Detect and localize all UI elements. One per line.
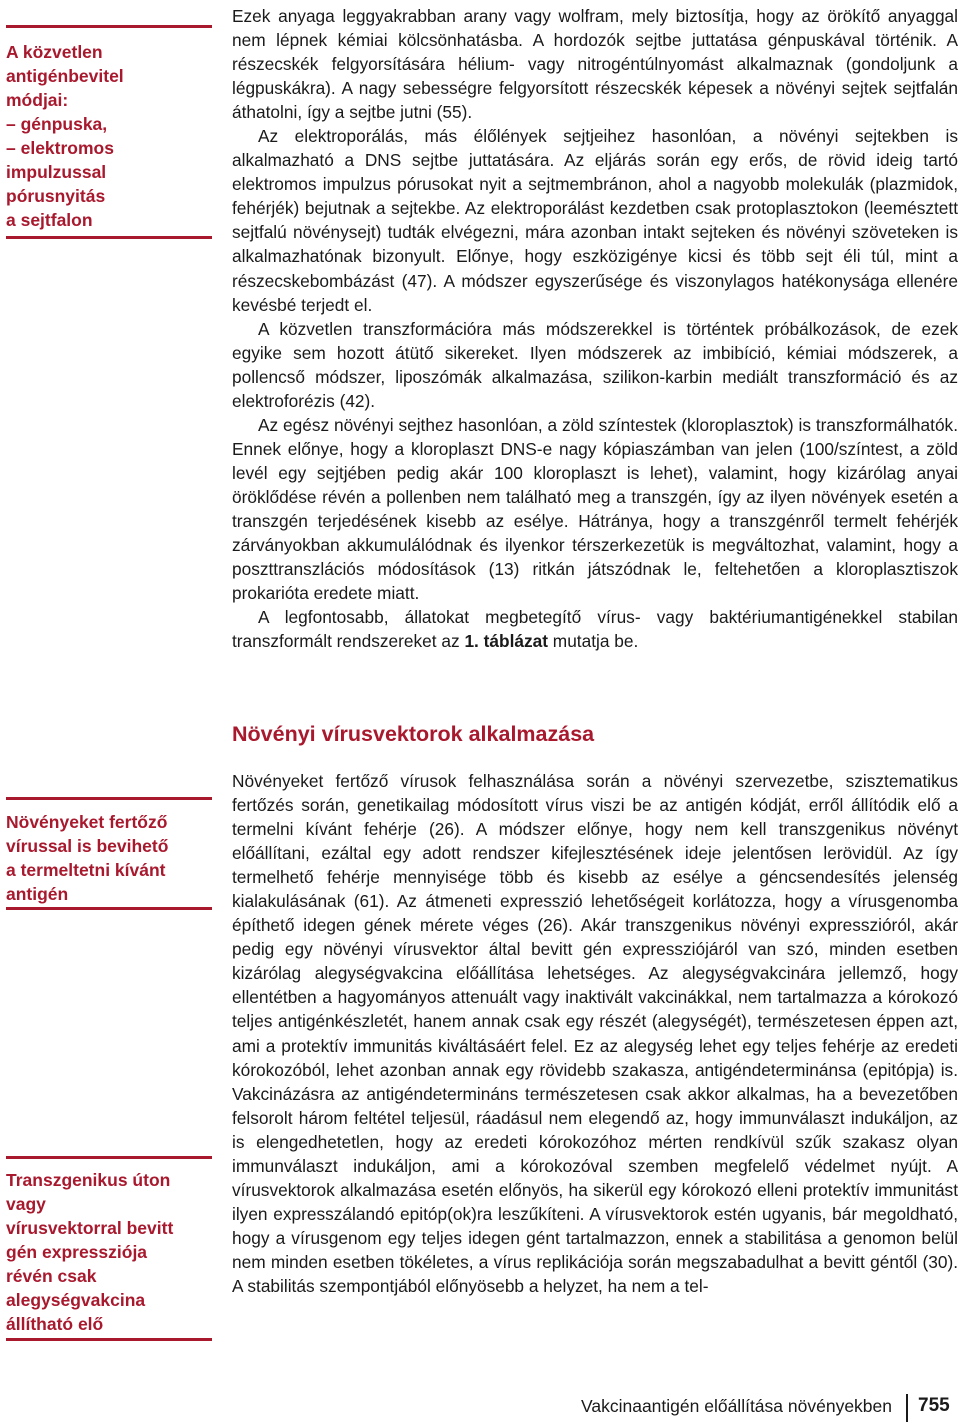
sidebar-note-direct-antigen bbox=[6, 40, 212, 232]
sidebar-note-line: vírusvektorral bevitt bbox=[6, 1218, 174, 1238]
sidebar-note-line: alegységvakcina bbox=[6, 1290, 146, 1310]
table-reference-text-end: mutatja be. bbox=[548, 631, 639, 652]
sidebar-rule-bottom-1 bbox=[6, 236, 212, 239]
sidebar-note-line: impulzussal bbox=[6, 162, 107, 182]
sidebar-note-subunit-vaccine bbox=[6, 1168, 212, 1336]
sidebar-note-line: A közvetlen bbox=[6, 42, 103, 62]
table-reference-text: A legfontosabb, állatokat megbetegítő vírus- vagy baktériumantigénekkel stabilan transzformált rendszereket az bbox=[232, 607, 958, 652]
sidebar-rule-top-3 bbox=[6, 1156, 212, 1159]
sidebar-note-line: antigén bbox=[6, 884, 69, 904]
page-footer bbox=[0, 1394, 960, 1422]
sidebar-note-line: vírussal is bevihető bbox=[6, 836, 169, 856]
paragraph-other-methods: A közvetlen transzformációra más módszerekkel is történtek próbálkozások, de ezek egyike sem hozott átütő sikereket. Ilyen módszerek az imbibíció, kémiai módszerek, a pollencső módszer, liposzómák alkalmazása, szilikon-karbin mediált transzformáció és az elektroforézis (42). bbox=[232, 318, 958, 411]
footer-divider bbox=[906, 1394, 908, 1422]
sidebar-note-line: módjai: bbox=[6, 90, 69, 110]
sidebar-note-line: állítható elő bbox=[6, 1314, 104, 1334]
sidebar-rule-top-2 bbox=[6, 797, 212, 800]
paragraph-table-reference bbox=[232, 605, 958, 653]
table-reference-link: 1. táblázat bbox=[464, 631, 548, 652]
section-heading: Növényi vírusvektorok alkalmazása bbox=[232, 722, 595, 746]
sidebar-note-line: a termeltetni kívánt bbox=[6, 860, 166, 880]
paragraph-viral-vectors: Növényeket fertőző vírusok felhasználása során a növényi szervezetbe, szisztematikus fertőzés során, genetikailag módosított vírus viszi be az antigén kódját, erről állítódik elő a termelni kívánt fehérje (26). A módszer előnye, hogy nem kell transzgenikus növényt előállítani, ezáltal egy adott rendszer kifejlesztésének ideje jelentősen lerövidül. Az így termelhető fehérje mennyisége több és kisebb az esélye a géncsendesítés jelenség kialakulásának (61). Az átmeneti expresszió lehetőségeit korlátozza, hogy a vírusgenomba építhető idegen gének mérete véges (26). Akár transzgenikus növényi expresszióról, akár pedig egy növényi vírusvektor által bevitt gén expressziójáról van szó, minden esetben kizárólag alegységvakcina előállítása lehetséges. Az alegységvakcinára jellemző, hogy ellentétben a hagyományos attenuált vagy inaktivált vakcinákkal, nem tartalmazza a kórokozó teljes antigénkészletét, hanem annak csak egy részét (alegységét), természetesen éppen azt, ami a protektív immunitás kiváltásáért felel. Ez az alegység lehet egy teljes fehérje az eredeti kórokozóból, lehet azonban annak egy rövidebb szakasza, antigéndeterminánsa (epitópja) is. Vakcinázásra az antigéndetermináns természetesen csak akkor alkalmas, ha a bevezetőben felsorolt három feltétel teljesül, ráadásul nem elegendő az, hogy immunválaszt indukáljon, az is elengedhetetlen, hogy az eredeti kórokozóhoz mérten rendkívül szűk szakasz olyan immunválaszt indukáljon, ami a kórokozóval szemben megfelelő védelmet nyújt. A vírusvektorok alkalmazása esetén előnyös, ha sikerül egy kórokozó elleni protektív immunitást ilyen expresszálandó epitóp(ok)ra leszűkíteni. A vírusvektorok estén ugyanis, bár megoldható, hogy a vírusgenom egy teljes idegen gént tartalmazzon, ennek a stabilitása a genomon belül nem minden esetben tökéletes, a vírus replikációja során megszabadulhat a bevitt géntől (30). A stabilitás szempontjából előnyösebb a helyzet, ha nem a tel- bbox=[232, 771, 958, 1296]
sidebar-rule-bottom-3 bbox=[6, 1338, 212, 1341]
paragraph-gene-gun: Ezek anyaga leggyakrabban arany vagy wolfram, mely biztosítja, hogy az örökítő anyaggal nem lépnek kémiai kölcsönhatásba. A hordozók sejtbe juttatása génpuskával történik. A részecskék felgyorsítására hélium- vagy nitrogéntúlnyomást alkalmaznak (gondoljunk a légpuskákra). A nagy sebességre felgyorsított részecskék képesek a növényi sejtek sejtfalán áthatolni, így a sejtbe jutni (55). bbox=[232, 6, 958, 123]
body-text-block-2 bbox=[232, 769, 958, 1298]
page-number: 755 bbox=[918, 1395, 950, 1416]
paragraph-chloroplast: Az egész növényi sejthez hasonlóan, a zöld színtestek (kloroplasztok) is transzformálhatók. Ennek előnye, hogy a kloroplaszt DNS-e nagy kópiaszámban van jelen (100/színtest, a zöld levél egy sejtjében pedig akár 100 kloroplaszt is lehet), valamint, hogy kizárólag anyai öröklődése révén a pollenben nem található meg a transzgén, így az ilyen növények esetén a transzgén terjedésének kisebb az esélye. Hátránya, hogy a transzgénről termelt fehérjék zárványokban akkumulálódnak és ilyenkor térszerkezetük is megváltozhat, valamint, hogy a poszttranszlációs módosítások (13) ritkán játszódnak le, feltehetően a kloroplasztiszok prokarióta eredete miatt. bbox=[232, 414, 958, 604]
sidebar-note-line: Transzgenikus úton bbox=[6, 1170, 171, 1190]
sidebar-note-line: pórusnyitás bbox=[6, 186, 106, 206]
sidebar-note-line: Növényeket fertőző bbox=[6, 812, 168, 832]
running-title: Vakcinaantigén előállítása növényekben bbox=[580, 1396, 892, 1416]
paragraph-electroporation: Az elektroporálás, más élőlények sejtjeihez hasonlóan, a növényi sejtekben is alkalmazható a DNS sejtbe juttatására. Az eljárás során egy erős, de rövid ideig tartó elektromos impulzus pórusokat nyit a sejtmembránon, ahol a nagyobb molekulák (plazmidok, fehérjék) bejutnak a sejtekbe. Az elektroporálást kezdetben csak protoplasztokon (leemésztett sejtfalú növénysejt) tudták elvégezni, mára azonban intakt sejteken és növényi szöveteken is alkalmazhatónak bizonyult. Előnye, hogy eszközigénye kicsi és több sejt éli túl, mint a részecskebombázást (47). A módszer egyszerűsége és viszonylagos hatékonysága ellenére kevésbé terjedt el. bbox=[232, 126, 958, 315]
sidebar-note-line: antigénbevitel bbox=[6, 66, 124, 86]
sidebar-note-line: gén expressziója bbox=[6, 1242, 148, 1262]
sidebar-note-line: – elektromos bbox=[6, 138, 114, 158]
sidebar-note-plant-virus bbox=[6, 810, 212, 906]
sidebar-rule-top-1 bbox=[6, 25, 212, 28]
sidebar-note-line: a sejtfalon bbox=[6, 210, 93, 230]
sidebar-note-line: – génpuska, bbox=[6, 114, 108, 134]
sidebar-note-line: révén csak bbox=[6, 1266, 97, 1286]
sidebar-rule-bottom-2 bbox=[6, 907, 212, 910]
body-text-block-1 bbox=[232, 4, 958, 653]
sidebar-note-line: vagy bbox=[6, 1194, 46, 1214]
